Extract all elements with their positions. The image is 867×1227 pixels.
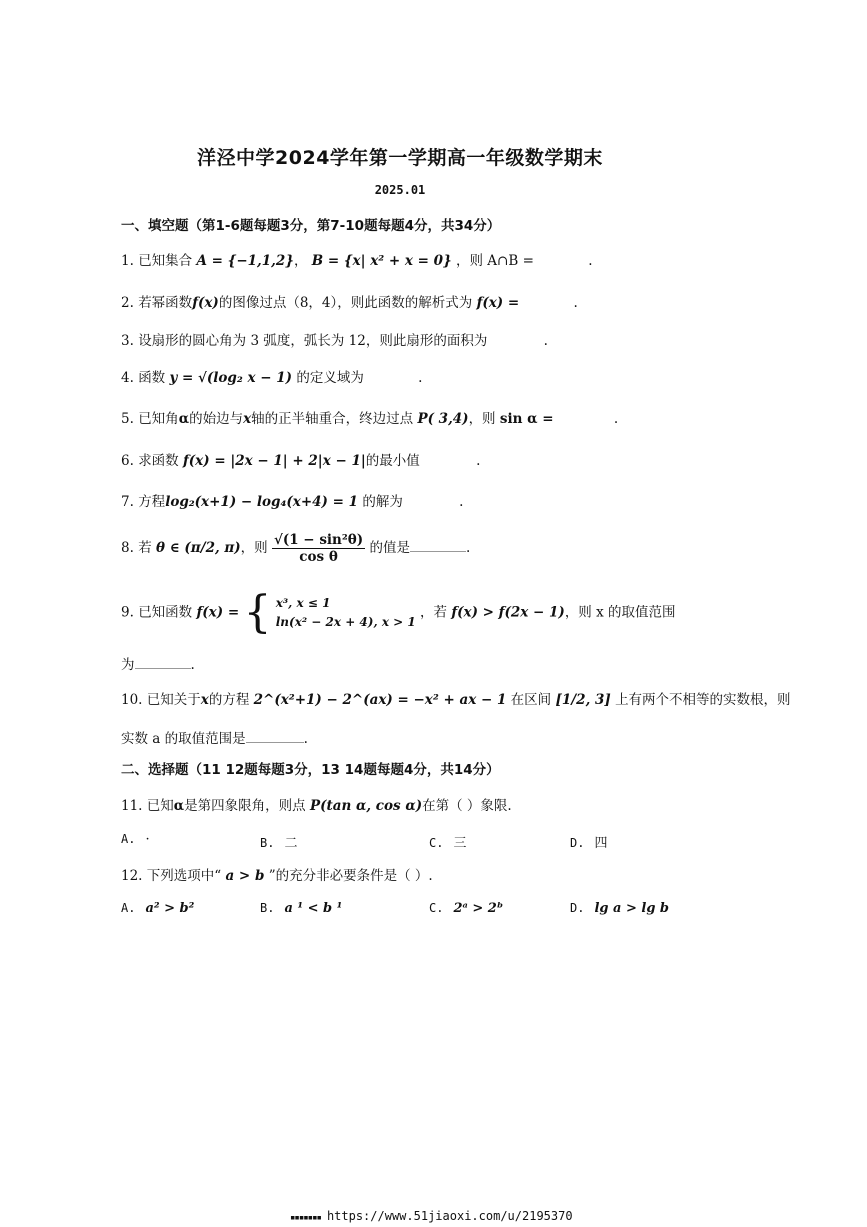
question-text: 已知关于	[146, 692, 201, 708]
question-9-line-2: 为 .	[121, 657, 195, 673]
answer-blank[interactable]	[410, 539, 466, 552]
condition: a > b	[225, 868, 265, 884]
function-expression: f(x) = |2x − 1| + 2|x − 1|	[182, 453, 366, 469]
section-heading-fill-in: 一、填空题（第1-6题每题3分，第7-10题每题4分，共34分）	[121, 218, 501, 234]
option-b[interactable]	[260, 901, 342, 916]
option-c[interactable]	[429, 901, 503, 916]
question-1: 1. 已知集合 A = {−1,1,2}， B = {x| x² + x = 0} ，则 A∩B = .	[121, 253, 593, 269]
question-tail: 的解为	[362, 494, 403, 510]
question-11	[121, 794, 512, 814]
x-variable: x	[200, 692, 209, 708]
piecewise-cases	[276, 594, 416, 632]
question-text: 为	[121, 657, 135, 673]
option-c[interactable]	[429, 832, 466, 851]
option-text: a ¹ < b ¹	[284, 901, 343, 916]
option-text: 2ᵃ > 2ᵇ	[453, 901, 504, 916]
question-text: 实数 a 的取值范围是	[121, 731, 246, 747]
question-8: 8. 若 θ ∈ (π/2, π)，则 $\frac{\text{√(1 − sin²θ)}}{\text{cos θ}}$ 的值是 .	[121, 532, 471, 566]
question-mid: 的方程	[208, 692, 250, 708]
question-mid: 的图像过点（8，4），则此函数的解析式为	[218, 295, 473, 311]
question-mid: 是第四象限角，则点	[184, 798, 306, 814]
question-text: 已知角	[138, 411, 179, 427]
page-title: 洋泾中学2024学年第一学期高一年级数学期末	[197, 147, 603, 169]
question-tail: 的最小值	[365, 453, 420, 469]
question-text: 方程	[138, 494, 166, 510]
question-number: 1.	[121, 253, 134, 269]
option-label: C.	[429, 901, 444, 915]
exam-date: 2025.01	[374, 183, 426, 197]
question-number: 5.	[121, 411, 134, 427]
question-number: 12.	[121, 868, 143, 884]
question-text: 设扇形的圆心角为 3 弧度，弧长为 12，则此扇形的面积为	[138, 333, 488, 349]
option-text: 四	[594, 836, 608, 851]
function-f-answer: f(x) =	[476, 295, 520, 311]
fraction-denominator: cos θ	[299, 549, 338, 566]
footer-logo-icon: ▪▪▪▪▪▪▪	[290, 1213, 321, 1223]
question-number: 9.	[121, 604, 134, 621]
equation: 2^(x²+1) − 2^(ax) = −x² + ax − 1	[253, 692, 507, 708]
inequality: f(x) > f(2x − 1)	[451, 604, 565, 621]
option-label: B.	[260, 901, 275, 915]
footer-watermark	[290, 1209, 573, 1223]
question-mid-2: 在区间	[510, 692, 552, 708]
question-text: 已知	[146, 798, 174, 814]
question-number: 11.	[121, 798, 143, 814]
question-number: 2.	[121, 295, 134, 311]
footer-url[interactable]: https://www.51jiaoxi.com/u/2195370	[326, 1209, 573, 1223]
interval: [1/2, 3]	[555, 692, 611, 708]
question-7: 7. 方程log₂(x+1) − log₄(x+4) = 1 的解为 .	[121, 494, 464, 510]
option-a[interactable]	[121, 832, 150, 847]
function-f: f(x)	[192, 295, 219, 311]
option-label: A.	[121, 832, 136, 846]
question-number: 8.	[121, 540, 134, 557]
option-text: a² > b²	[145, 901, 195, 916]
question-number: 4.	[121, 370, 134, 386]
option-text: 二	[284, 836, 298, 851]
question-3: 3. 设扇形的圆心角为 3 弧度，弧长为 12，则此扇形的面积为 .	[121, 333, 548, 349]
question-text: 下列选项中“	[146, 868, 222, 884]
question-tail: ，则	[468, 411, 496, 427]
alpha-symbol: α	[178, 411, 190, 427]
sin-alpha: sin α =	[499, 411, 554, 427]
question-text: 已知集合	[138, 253, 193, 269]
question-5: 5. 已知角α的始边与x轴的正半轴重合，终边过点 P( 3,4)，则 sin α = .	[121, 411, 619, 427]
theta-condition: θ ∈ (π/2, π)	[155, 540, 241, 557]
option-label: A.	[121, 901, 136, 915]
question-10	[121, 688, 791, 708]
option-label: D.	[570, 836, 585, 850]
question-text: 若幂函数	[138, 295, 193, 311]
question-text: 求函数	[138, 453, 179, 469]
option-label: C.	[429, 836, 444, 850]
question-tail: ，则 x 的取值范围	[564, 604, 676, 621]
x-variable: x	[243, 411, 252, 427]
question-12	[121, 864, 433, 884]
answer-blank[interactable]	[135, 656, 191, 669]
question-6: 6. 求函数 f(x) = |2x − 1| + 2|x − 1|的最小值 .	[121, 453, 481, 469]
alpha-symbol: α	[173, 798, 185, 814]
question-10-line-2: 实数 a 的取值范围是 .	[121, 731, 308, 747]
question-mid: 的始边与	[189, 411, 244, 427]
function-f: f(x) =	[196, 604, 240, 621]
set-b: B = {x| x² + x = 0}	[311, 253, 452, 269]
case-2: ln(x² − 2x + 4), x > 1	[275, 615, 416, 629]
question-then: ，则	[240, 540, 268, 557]
point-p: P(tan α, cos α)	[309, 798, 423, 814]
question-tail: ，则 A∩B =	[456, 253, 534, 269]
point-p: P( 3,4)	[417, 411, 469, 427]
case-1: x³, x ≤ 1	[275, 595, 331, 610]
option-d[interactable]	[570, 832, 607, 851]
option-a[interactable]	[121, 901, 194, 916]
fraction-numerator: √(1 − sin²θ)	[273, 532, 364, 548]
set-a: A = {−1,1,2}	[196, 253, 294, 269]
question-2: 2. 若幂函数f(x)的图像过点（8，4），则此函数的解析式为 f(x) = .	[121, 295, 578, 311]
question-number: 6.	[121, 453, 134, 469]
question-text: 函数	[138, 370, 166, 386]
equation: log₂(x+1) − log₄(x+4) = 1	[165, 494, 359, 510]
question-mid-2: 轴的正半轴重合，终边过点	[251, 411, 414, 427]
option-label: D.	[570, 901, 585, 915]
question-number: 3.	[121, 333, 134, 349]
function-expression: y = √(log₂ x − 1)	[169, 370, 293, 386]
fraction	[272, 532, 365, 565]
question-tail: 上有两个不相等的实数根，则	[615, 692, 791, 708]
option-text: 三	[453, 836, 467, 851]
option-label: B.	[260, 836, 275, 850]
question-number: 10.	[121, 692, 143, 708]
answer-blank[interactable]	[246, 730, 304, 743]
section-heading-multiple-choice: 二、选择题（11 12题每题3分，13 14题每题4分，共14分）	[121, 762, 500, 778]
option-text: lg a > lg b	[594, 901, 670, 916]
question-text: 已知函数	[138, 604, 193, 621]
question-tail: ”的充分非必要条件是（ ）.	[268, 868, 433, 884]
question-number: 7.	[121, 494, 134, 510]
question-mid: ，若	[420, 604, 448, 621]
question-4: 4. 函数 y = √(log₂ x − 1) 的定义域为 .	[121, 370, 423, 386]
option-d[interactable]	[570, 901, 669, 916]
question-9	[121, 587, 676, 638]
question-tail: 的定义域为	[296, 370, 364, 386]
option-text: ·	[145, 832, 150, 847]
question-tail: 的值是	[369, 540, 410, 557]
option-b[interactable]	[260, 832, 297, 851]
question-text: 若	[138, 540, 152, 557]
left-brace: {	[243, 587, 272, 638]
question-tail: 在第（ ）象限.	[422, 798, 512, 814]
